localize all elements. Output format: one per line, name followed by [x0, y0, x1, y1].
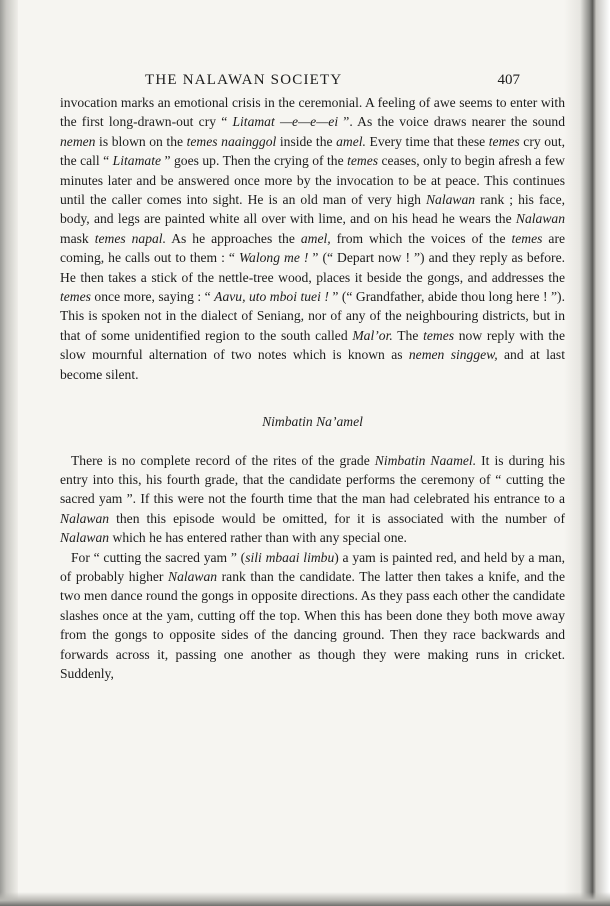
italic-term: Nimbatin Naamel.	[374, 452, 477, 468]
text-run: which he has entered rather than with any special one.	[109, 530, 407, 546]
italic-term: temes	[60, 289, 91, 305]
italic-term: Aavu, uto mboi tuei !	[214, 289, 329, 305]
italic-term: Walong me !	[238, 250, 309, 266]
italic-term: Nalawan	[60, 530, 110, 546]
text-run: from which the voices of the	[330, 230, 512, 246]
page-number: 407	[497, 72, 520, 88]
italic-term: Nalawan	[60, 510, 110, 526]
italic-term: Mal’or.	[352, 327, 393, 343]
running-head: THE NALAWAN SOCIETY	[145, 72, 343, 88]
text-run: ”. As the voice draws nearer the sound	[338, 114, 565, 130]
paragraph	[60, 548, 565, 684]
italic-term: nemen	[60, 133, 96, 149]
text-run: ” goes up. Then the crying of the	[161, 153, 348, 169]
text-run: now reply with the slow mournful alternation of two notes which is known as	[60, 327, 566, 363]
paragraph	[60, 451, 565, 548]
text-run: cry out, the call “	[60, 133, 565, 169]
italic-term: nemen singgew,	[408, 347, 498, 363]
text-run: The	[392, 327, 424, 343]
text-run: invocation marks an emotional crisis in the ceremonial. A feeling of awe seems to enter with the first long-drawn-out cry “	[60, 95, 565, 130]
text-run: Every time that these	[365, 133, 489, 149]
text-run: ” (“ Depart now ! ”) and they reply as before. He then takes a stick of the nettle-tree wood, places it beside the gongs, and addresses the	[60, 250, 566, 285]
paragraph	[60, 93, 565, 384]
text-run: then this episode would be omitted, for it is associated with the number of	[109, 510, 565, 526]
text-run: and at last become silent.	[60, 347, 566, 382]
text-run: ” (“ Grandfather, abide thou long here ! ”). This is spoken not in the dialect of Seniang, nor of any of the neighbouring districts, but in that of some unidentified region to the south called	[60, 289, 565, 343]
page-right-edge-shadow	[564, 0, 610, 906]
text-run: mask	[60, 230, 95, 246]
text-run: are coming, he calls out to them : “	[60, 230, 565, 266]
text-run: rank ; his face, body, and legs are painted white all over with lime, and on his head he wears the	[60, 192, 566, 227]
italic-term: temes	[488, 133, 520, 149]
text-run: inside the	[276, 133, 337, 149]
italic-term: Nalawan	[425, 192, 476, 208]
text-run: There is no complete record of the rites of the grade	[71, 452, 375, 468]
text-run: ) a yam is painted red, and held by a man, of probably higher	[60, 549, 566, 584]
italic-term: Nalawan	[168, 568, 218, 584]
italic-term: amel.	[336, 133, 366, 149]
text-run: For “ cutting the sacred yam ” (	[71, 549, 246, 565]
text-run: rank than the candidate. The latter then takes a knife, and the two men dance round the gongs in opposite directions. As they pass each other the candidate slashes once at the yam, cutting off the top. When this has been done they both move away from the gongs to opposite sides of the dancing ground. Then they race backwards and forwards across it, passing one another as though they were making runs in cricket. Suddenly,	[60, 568, 565, 681]
italic-term: temes	[347, 153, 379, 169]
body-text	[60, 93, 565, 683]
italic-term: temes napal.	[94, 230, 166, 246]
page-header	[60, 72, 565, 94]
text-run: once more, saying : “	[90, 289, 215, 305]
italic-term: Nalawan	[515, 211, 565, 227]
italic-term: Litamat —e—e—ei	[232, 114, 339, 130]
text-run: It is during his entry into this, his fourth grade, that the candidate performs the ceremony of “ cutting the sacred yam ”. If this were not the fourth time that the man had celebrated his entrance to a	[60, 452, 565, 507]
italic-term: temes	[423, 327, 455, 343]
italic-term: temes naainggol	[186, 133, 277, 149]
page-left-edge-shadow	[0, 0, 18, 906]
text-run: ceases, only to begin afresh a few minutes later and be answered once more by the invocation to be at peace. This continues until the caller comes into sight. He is an old man of very high	[60, 153, 565, 208]
text-run: As he approaches the	[165, 230, 301, 246]
italic-term: sili mbaai limbu	[245, 549, 335, 565]
italic-term: temes	[511, 230, 543, 246]
italic-term: Litamate	[112, 153, 162, 169]
text-run: is blown on the	[95, 133, 187, 149]
italic-term: amel,	[300, 230, 331, 246]
page-bottom-edge-shadow	[0, 892, 610, 906]
section-heading: Nimbatin Na’amel	[262, 414, 363, 430]
